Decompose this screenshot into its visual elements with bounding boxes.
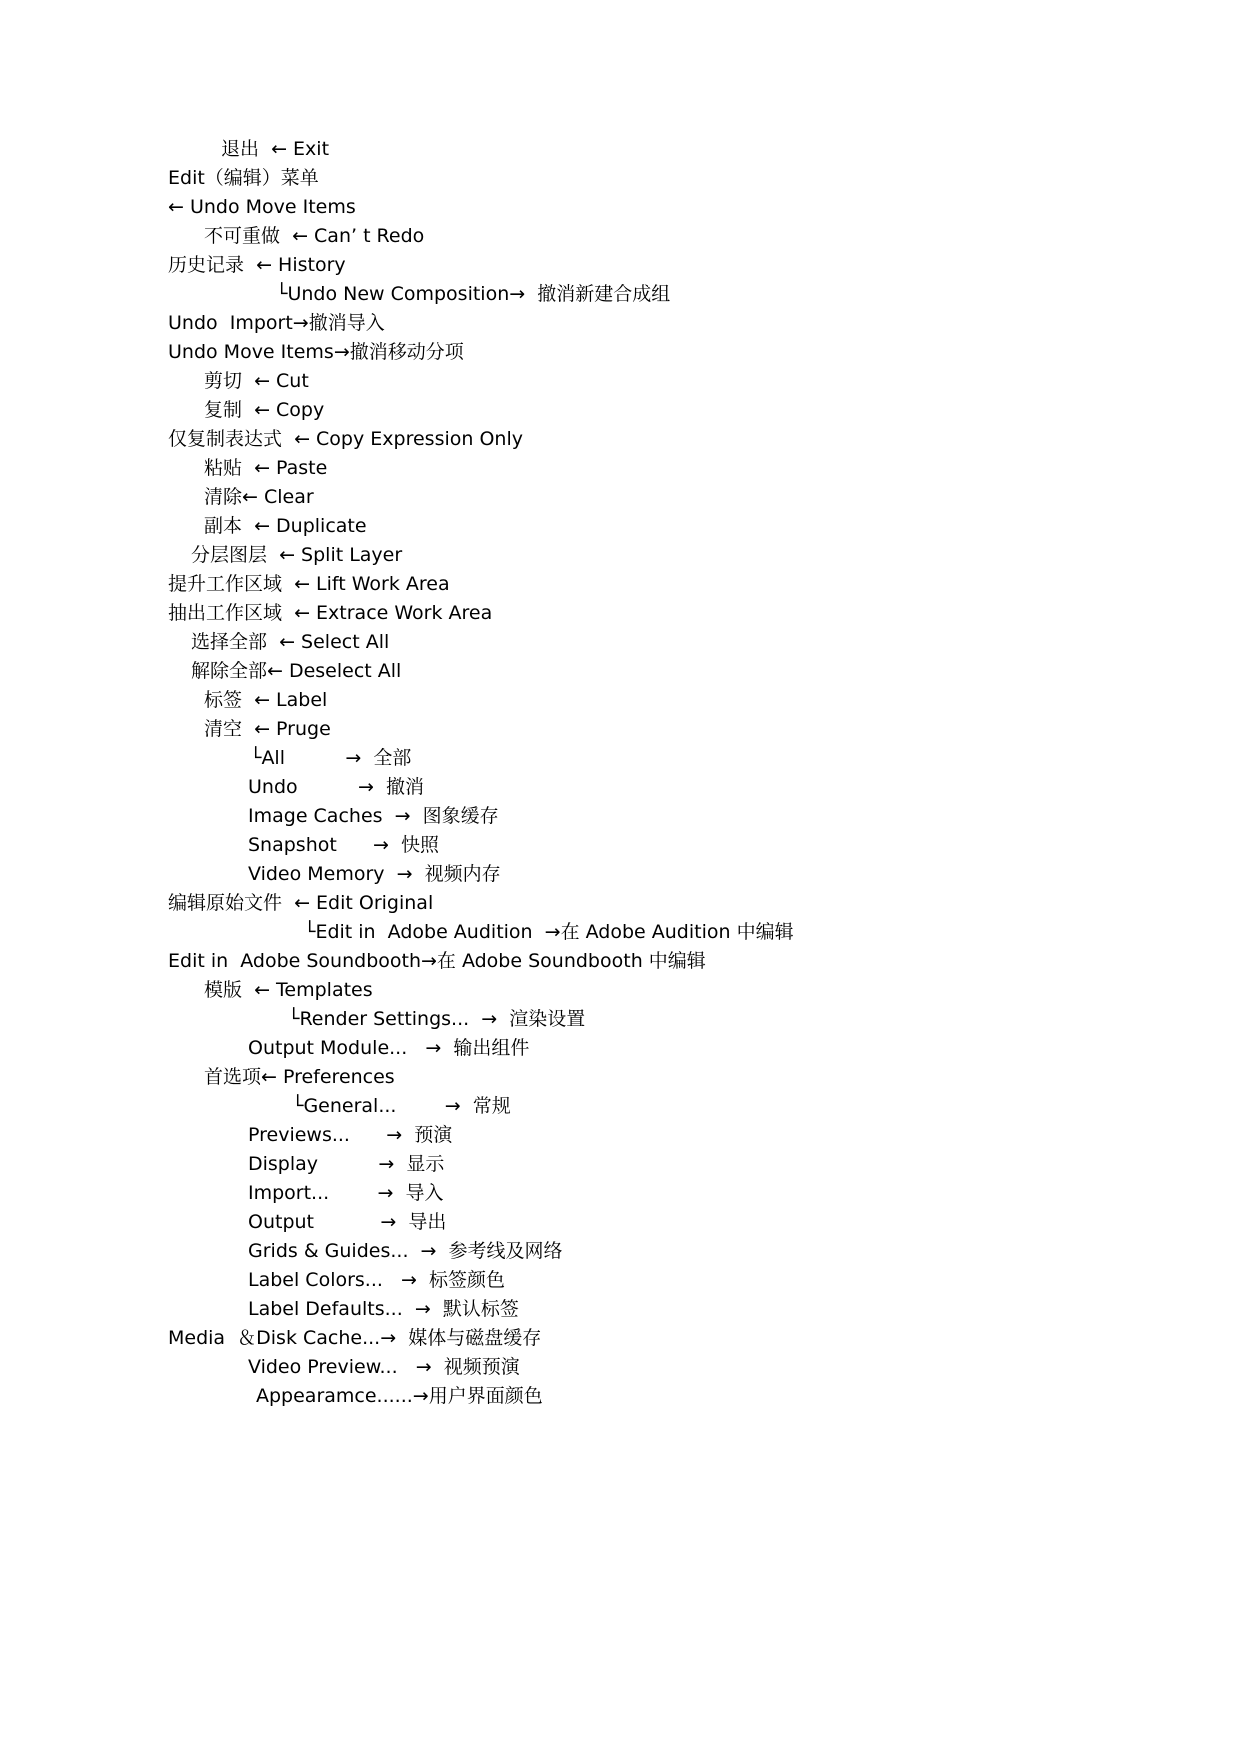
text-line: 剪切 ← Cut xyxy=(204,370,309,392)
text-line: Undo Move Items→撤消移动分项 xyxy=(168,341,464,363)
text-line: 标签 ← Label xyxy=(204,689,328,711)
text-line: └Undo New Composition→ 撤消新建合成组 xyxy=(276,283,671,305)
text-line: └Edit in Adobe Audition →在 Adobe Audition 中编辑 xyxy=(304,921,794,943)
text-line: Video Memory → 视频内存 xyxy=(248,863,501,885)
text-line: Edit in Adobe Soundbooth→在 Adobe Soundbooth 中编辑 xyxy=(168,950,706,972)
text-line: Label Colors... → 标签颜色 xyxy=(248,1269,506,1291)
text-line: 提升工作区域 ← Lift Work Area xyxy=(168,573,450,595)
text-line: 编辑原始文件 ← Edit Original xyxy=(168,892,434,914)
text-line: └All → 全部 xyxy=(250,747,412,769)
text-line: 仅复制表达式 ← Copy Expression Only xyxy=(168,428,523,450)
text-line: Undo Import→撤消导入 xyxy=(168,312,385,334)
text-line: Video Preview... → 视频预演 xyxy=(248,1356,520,1378)
text-line: └Render Settings... → 渲染设置 xyxy=(288,1008,586,1030)
text-line: 粘贴 ← Paste xyxy=(204,457,328,479)
text-line: 抽出工作区域 ← Extrace Work Area xyxy=(168,602,493,624)
text-line: ← Undo Move Items xyxy=(168,196,356,218)
text-line: Previews... → 预演 xyxy=(248,1124,453,1146)
text-line: └General... → 常规 xyxy=(292,1095,511,1117)
text-line: 首选项← Preferences xyxy=(204,1066,395,1088)
text-line: Output Module... → 输出组件 xyxy=(248,1037,530,1059)
text-line: 分层图层 ← Split Layer xyxy=(191,544,403,566)
text-line: Media ＆Disk Cache...→ 媒体与磁盘缓存 xyxy=(168,1327,542,1349)
text-line: Appearamce......→用户界面颜色 xyxy=(256,1385,543,1407)
text-line: 清除← Clear xyxy=(204,486,314,508)
text-line: Label Defaults... → 默认标签 xyxy=(248,1298,519,1320)
text-line: 不可重做 ← Can’ t Redo xyxy=(204,225,425,247)
text-line: Import... → 导入 xyxy=(248,1182,444,1204)
text-line: 历史记录 ← History xyxy=(168,254,346,276)
text-line: 选择全部 ← Select All xyxy=(191,631,390,653)
text-line: Edit（编辑）菜单 xyxy=(168,167,319,189)
text-line: Output → 导出 xyxy=(248,1211,447,1233)
text-line: 复制 ← Copy xyxy=(204,399,325,421)
text-line: Snapshot → 快照 xyxy=(248,834,440,856)
text-line: Undo → 撤消 xyxy=(248,776,425,798)
text-line: 副本 ← Duplicate xyxy=(204,515,367,537)
text-line: 模版 ← Templates xyxy=(204,979,373,1001)
text-line: Display → 显示 xyxy=(248,1153,445,1175)
text-line: 解除全部← Deselect All xyxy=(191,660,402,682)
text-line: 退出 ← Exit xyxy=(221,138,330,160)
text-line: Image Caches → 图象缓存 xyxy=(248,805,499,827)
text-line: Grids & Guides... → 参考线及网络 xyxy=(248,1240,563,1262)
text-line: 清空 ← Pruge xyxy=(204,718,331,740)
